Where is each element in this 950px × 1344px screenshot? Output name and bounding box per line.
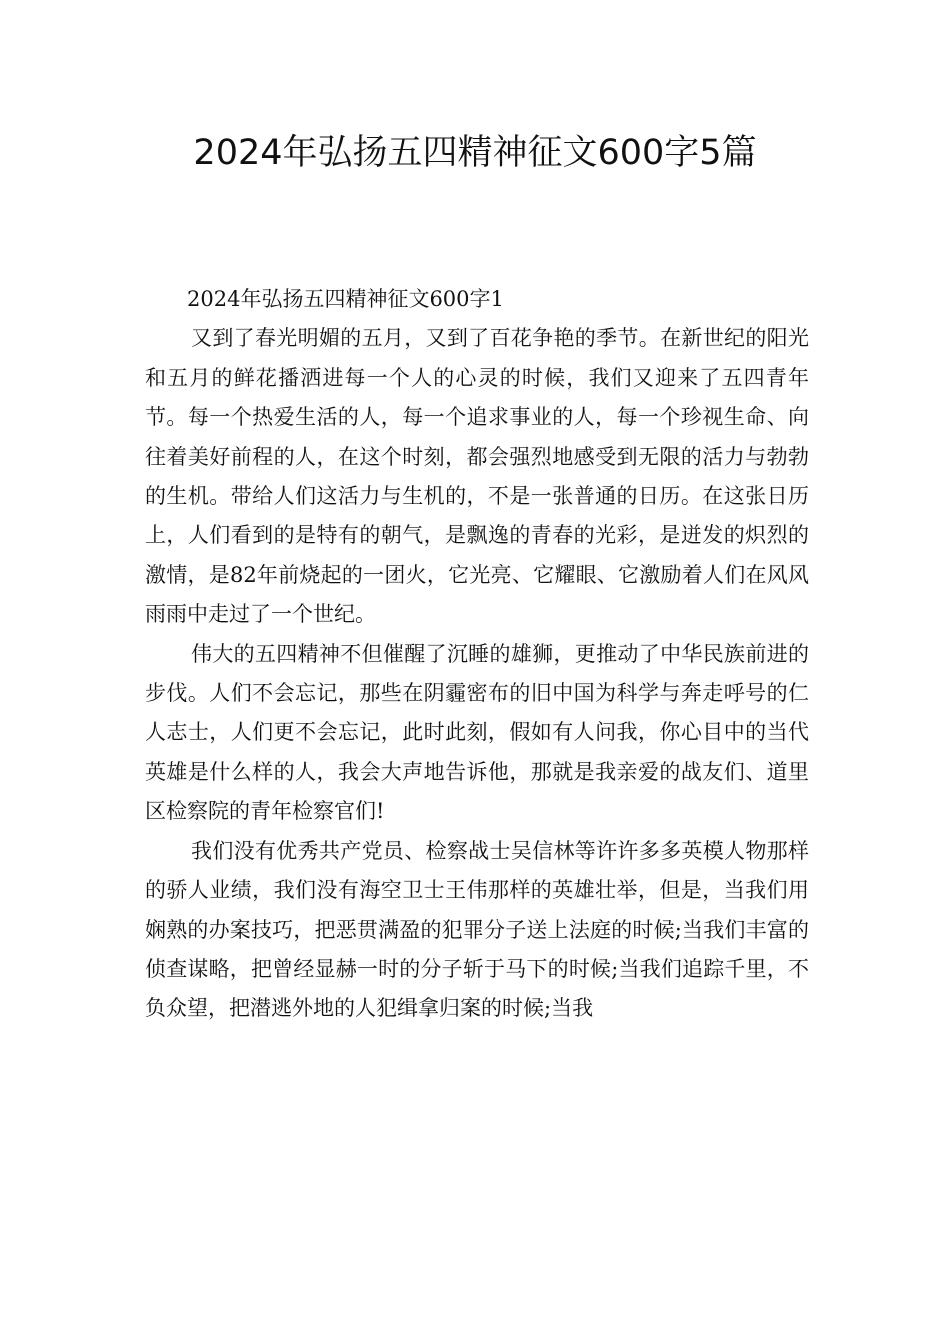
paragraph: 伟大的五四精神不但催醒了沉睡的雄狮，更推动了中华民族前进的步伐。人们不会忘记，那些在阴霾密布的旧中国为科学与奔走呼号的仁人志士，人们更不会忘记，此时此刻，假如有人问我，你心目中的当代英雄是什么样的人，我会大声地告诉他，那就是我亲爱的战友们、道里区检察院的青年检察官们! bbox=[145, 641, 809, 824]
document-title: 2024年弘扬五四精神征文600字5篇 bbox=[193, 133, 757, 173]
paragraph: 我们没有优秀共产党员、检察战士吴信林等许许多多英模人物那样的骄人业绩，我们没有海空卫士王伟那样的英雄壮举，但是，当我们用娴熟的办案技巧，把恶贯满盈的犯罪分子送上法庭的时候;当我们丰富的侦查谋略，把曾经显赫一时的分子斩于马下的时候;当我们追踪千里，不负众望，把潜逃外地的人犯缉拿归案的时候;当我 bbox=[145, 838, 809, 1021]
paragraph: 又到了春光明媚的五月，又到了百花争艳的季节。在新世纪的阳光和五月的鲜花播洒进每一个人的心灵的时候，我们又迎来了五四青年节。每一个热爱生活的人，每一个追求事业的人，每一个珍视生命、向往着美好前程的人，在这个时刻，都会强烈地感受到无限的活力与勃勃的生机。带给人们这活力与生机的，不是一张普通的日历。在这张日历上，人们看到的是特有的朝气，是飘逸的青春的光彩，是迸发的炽烈的激情，是82年前烧起的一团火，它光亮、它耀眼、它激励着人们在风风雨雨中走过了一个世纪。 bbox=[145, 326, 809, 627]
section-heading: 2024年弘扬五四精神征文600字1 bbox=[187, 287, 504, 311]
document-body bbox=[145, 280, 809, 1029]
